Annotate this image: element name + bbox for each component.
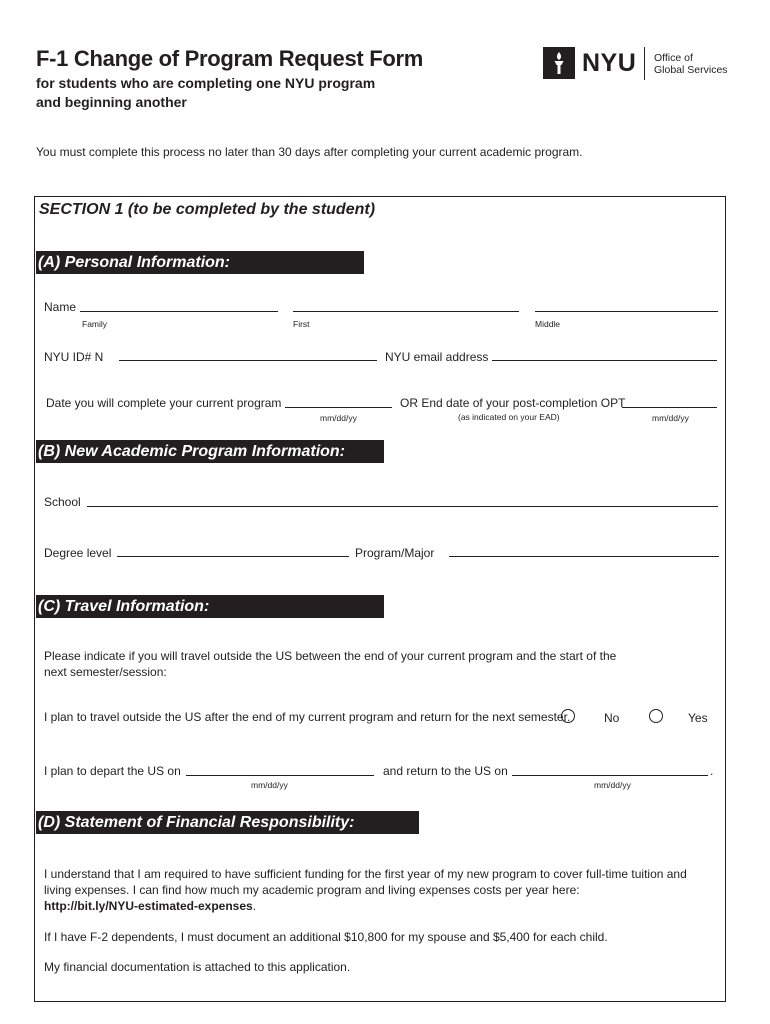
middle-name-field[interactable] — [535, 311, 718, 312]
travel-intro — [44, 648, 724, 680]
program-major-field[interactable] — [449, 556, 719, 557]
family-name-field[interactable] — [80, 311, 278, 312]
funding-statement — [44, 866, 724, 914]
funding-line-1: I understand that I am required to have sufficient funding for the first year of my new program to cover full-time tuition and — [44, 867, 687, 881]
form-subtitle — [36, 74, 416, 112]
travel-yes-radio[interactable] — [649, 709, 663, 723]
documentation-statement: My financial documentation is attached to this application. — [44, 960, 351, 974]
subtitle-line-1: for students who are completing one NYU program — [36, 75, 376, 91]
family-caption: Family — [82, 319, 108, 329]
deadline-notice: You must complete this process no later than 30 days after completing your current academic program. — [36, 145, 583, 159]
program-major-label: Program/Major — [355, 546, 435, 560]
form-title: F-1 Change of Program Request Form — [36, 46, 424, 71]
expenses-link[interactable]: http://bit.ly/NYU-estimated-expenses — [44, 899, 253, 913]
opt-end-date-field[interactable] — [622, 407, 717, 408]
depart-date-field[interactable] — [186, 775, 374, 776]
travel-no-radio[interactable] — [561, 709, 575, 723]
middle-caption: Middle — [535, 319, 561, 329]
funding-line-2: living expenses. I can find how much my academic program and living expenses costs per year here: — [44, 883, 580, 897]
travel-intro-line-1: Please indicate if you will travel outside the US between the end of your current program and the start of the — [44, 649, 617, 663]
travel-yes-label: Yes — [688, 711, 708, 725]
return-date-field[interactable] — [512, 775, 708, 776]
first-caption: First — [293, 319, 310, 329]
section-d-heading: (D) Statement of Financial Responsibility: — [36, 811, 419, 834]
depart-label: I plan to depart the US on — [44, 764, 181, 778]
complete-date-format: mm/dd/yy — [320, 413, 357, 423]
torch-icon — [543, 47, 575, 79]
school-field[interactable] — [87, 506, 718, 507]
section-a-heading: (A) Personal Information: — [36, 251, 364, 274]
subtitle-line-2: and beginning another — [36, 94, 187, 110]
opt-date-format: mm/dd/yy — [652, 413, 689, 423]
link-period: . — [252, 899, 257, 913]
office-line-1: Office of — [654, 52, 693, 64]
return-period: . — [710, 764, 714, 778]
complete-date-field[interactable] — [285, 407, 392, 408]
travel-plan-statement: I plan to travel outside the US after the end of my current program and return for the next semester. — [44, 710, 571, 724]
email-label: NYU email address — [385, 350, 489, 364]
nyu-logo-text: NYU — [582, 49, 637, 77]
degree-level-label: Degree level — [44, 546, 112, 560]
travel-intro-line-2: next semester/session: — [44, 665, 167, 679]
ead-note: (as indicated on your EAD) — [458, 412, 560, 422]
travel-no-label: No — [604, 711, 620, 725]
logo-divider — [644, 47, 645, 80]
section-c-heading: (C) Travel Information: — [36, 595, 384, 618]
office-line-2: Global Services — [654, 64, 728, 76]
section-b-heading: (B) New Academic Program Information: — [36, 440, 384, 463]
email-field[interactable] — [492, 360, 717, 361]
opt-end-label: OR End date of your post-completion OPT — [400, 396, 626, 410]
dependents-statement: If I have F-2 dependents, I must document an additional $10,800 for my spouse and $5,400 for each child. — [44, 930, 608, 944]
nyu-id-field[interactable] — [119, 360, 377, 361]
complete-date-label: Date you will complete your current program — [46, 396, 282, 410]
depart-date-format: mm/dd/yy — [251, 780, 288, 790]
school-label: School — [44, 495, 81, 509]
return-label: and return to the US on — [383, 764, 508, 778]
nyu-id-label: NYU ID# N — [44, 350, 104, 364]
return-date-format: mm/dd/yy — [594, 780, 631, 790]
name-label: Name — [44, 300, 77, 314]
funding-line-3 — [44, 898, 724, 914]
first-name-field[interactable] — [293, 311, 519, 312]
degree-level-field[interactable] — [117, 556, 349, 557]
section-1-title: SECTION 1 (to be completed by the student) — [39, 201, 376, 218]
office-name — [654, 52, 728, 76]
